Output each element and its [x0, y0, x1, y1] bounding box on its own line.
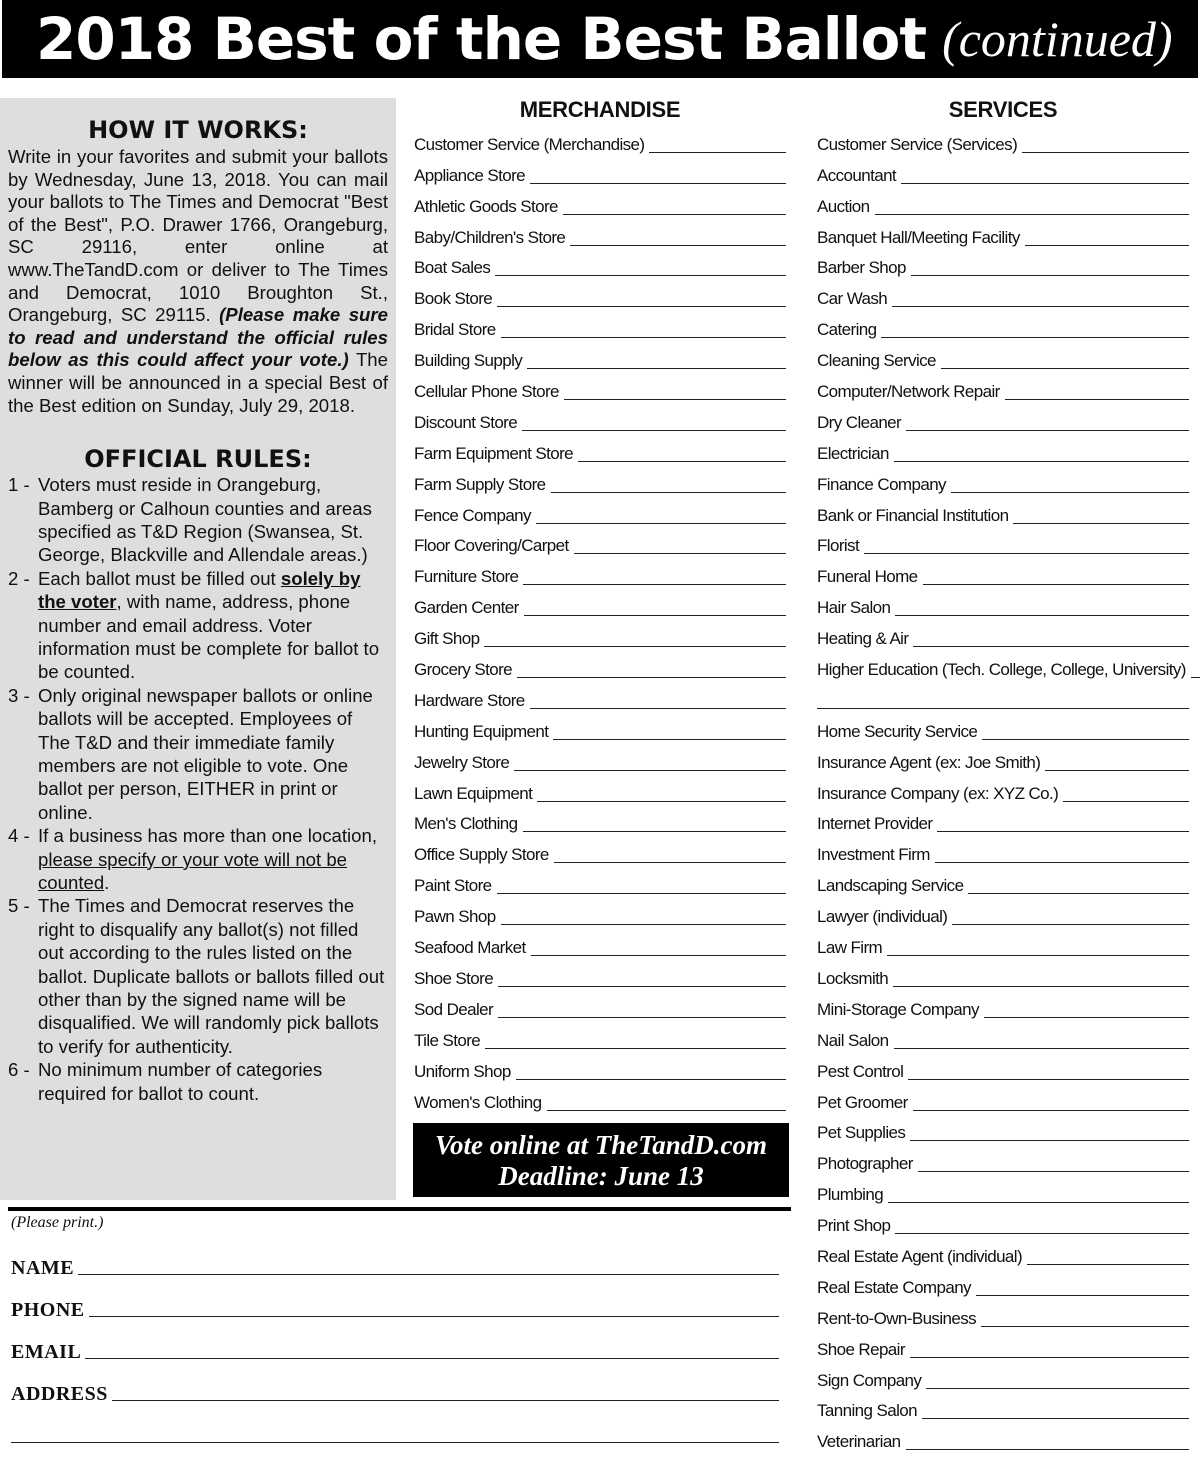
write-in-line[interactable]	[553, 739, 786, 740]
category-label: Customer Service (Services)	[817, 134, 1018, 154]
write-in-line[interactable]	[501, 924, 786, 925]
services-category-row	[817, 869, 1189, 900]
rule-item	[8, 684, 388, 824]
write-in-line[interactable]	[530, 708, 786, 709]
category-label: Shoe Store	[414, 968, 494, 988]
write-in-line[interactable]	[913, 646, 1189, 647]
vote-online-box	[413, 1123, 789, 1197]
write-in-line[interactable]	[530, 183, 786, 184]
category-label: Seafood Market	[414, 938, 526, 958]
category-label: Farm Supply Store	[414, 474, 546, 494]
rule-text	[38, 824, 388, 894]
write-in-line[interactable]	[498, 1017, 786, 1018]
write-in-line[interactable]	[893, 986, 1189, 987]
rule-item	[8, 824, 388, 894]
merchandise-category-row	[414, 221, 786, 252]
write-in-line[interactable]	[536, 523, 786, 524]
instructions-panel	[0, 98, 396, 1200]
write-in-line[interactable]	[906, 430, 1189, 431]
write-in-line[interactable]	[516, 1079, 786, 1080]
merchandise-category-row	[414, 1086, 786, 1117]
category-label: Customer Service (Merchandise)	[414, 134, 645, 154]
write-in-line[interactable]	[517, 677, 786, 678]
services-category-row	[817, 1086, 1189, 1117]
category-label: Hair Salon	[817, 598, 891, 618]
category-label: Farm Equipment Store	[414, 443, 574, 463]
services-category-row	[817, 437, 1189, 468]
write-in-line[interactable]	[875, 214, 1189, 215]
rule-item	[8, 894, 388, 1058]
write-in-line[interactable]	[894, 1048, 1190, 1049]
merchandise-category-row	[414, 838, 786, 869]
address-label: ADDRESS	[11, 1383, 108, 1405]
merchandise-category-row	[414, 993, 786, 1024]
write-in-line[interactable]	[1022, 152, 1189, 153]
official-rules-title: OFFICIAL RULES:	[84, 445, 312, 474]
category-label: Computer/Network Repair	[817, 382, 1000, 402]
category-label: Print Shop	[817, 1216, 891, 1236]
write-in-line[interactable]	[908, 1079, 1189, 1080]
category-label: Insurance Agent (ex: Joe Smith)	[817, 752, 1041, 772]
category-label: Law Firm	[817, 938, 883, 958]
category-label: Banquet Hall/Meeting Facility	[817, 227, 1020, 247]
rule-text-part: .	[104, 872, 110, 894]
services-category-row	[817, 1117, 1189, 1148]
services-category-row	[817, 190, 1189, 221]
services-category-row	[817, 344, 1189, 375]
category-label: Auction	[817, 196, 870, 216]
how-it-works-text-2: The winner will be announced in a special Best of the Best edition on Sunday, July 29, 2018.	[8, 349, 388, 416]
write-in-line[interactable]	[895, 615, 1189, 616]
services-category-row	[817, 591, 1189, 622]
write-in-line[interactable]	[537, 801, 786, 802]
write-in-line[interactable]	[901, 183, 1189, 184]
write-in-line[interactable]	[976, 1295, 1189, 1296]
write-in-line[interactable]	[570, 245, 786, 246]
services-category-row	[817, 1333, 1189, 1364]
write-in-line[interactable]	[894, 461, 1189, 462]
merchandise-category-row	[414, 653, 786, 684]
services-category-row	[817, 684, 1189, 715]
write-in-line[interactable]	[578, 461, 786, 462]
category-label: Bridal Store	[414, 320, 496, 340]
category-label: Real Estate Agent (individual)	[817, 1246, 1023, 1266]
category-label: Boat Sales	[414, 258, 491, 278]
email-input-line[interactable]	[85, 1358, 779, 1359]
write-in-line[interactable]	[531, 955, 786, 956]
services-category-row	[817, 1240, 1189, 1271]
category-label: Appliance Store	[414, 165, 526, 185]
how-it-works-title: HOW IT WORKS:	[88, 116, 308, 144]
merchandise-category-row	[414, 808, 786, 839]
services-category-row	[817, 282, 1189, 313]
merchandise-category-row	[414, 375, 786, 406]
category-label: Plumbing	[817, 1185, 884, 1205]
services-category-row	[817, 1425, 1189, 1456]
write-in-line[interactable]	[547, 1110, 786, 1111]
category-label: Florist	[817, 536, 860, 556]
rule-emphasis: solely by the voter	[38, 567, 361, 613]
services-category-row	[817, 1271, 1189, 1302]
services-category-row	[817, 1147, 1189, 1178]
email-label: EMAIL	[11, 1341, 82, 1363]
merchandise-category-row	[414, 746, 786, 777]
write-in-line[interactable]	[485, 1048, 786, 1049]
write-in-line[interactable]	[522, 430, 786, 431]
write-in-line[interactable]	[984, 1017, 1189, 1018]
write-in-line[interactable]	[911, 275, 1189, 276]
phone-field	[11, 1280, 779, 1322]
write-in-line[interactable]	[910, 1140, 1189, 1141]
services-category-row	[817, 221, 1189, 252]
category-label: Pet Groomer	[817, 1092, 908, 1112]
category-label: Cellular Phone Store	[414, 382, 559, 402]
category-label: Building Supply	[414, 351, 523, 371]
write-in-line[interactable]	[918, 1171, 1189, 1172]
category-label: Rent-to-Own-Business	[817, 1308, 977, 1328]
merchandise-category-row	[414, 468, 786, 499]
category-label: Veterinarian	[817, 1432, 901, 1452]
write-in-line[interactable]	[564, 399, 786, 400]
write-in-line[interactable]	[1191, 677, 1200, 678]
category-label: Furniture Store	[414, 567, 519, 587]
merchandise-category-row	[414, 344, 786, 375]
merchandise-category-row	[414, 715, 786, 746]
services-category-row	[817, 777, 1189, 808]
write-in-line[interactable]	[817, 708, 1189, 709]
services-category-row	[817, 993, 1189, 1024]
category-label: Investment Firm	[817, 845, 930, 865]
write-in-line[interactable]	[982, 739, 1189, 740]
category-label: Real Estate Company	[817, 1277, 971, 1297]
write-in-line[interactable]	[968, 893, 1189, 894]
merchandise-category-row	[414, 313, 786, 344]
category-label: Nail Salon	[817, 1030, 889, 1050]
write-in-line[interactable]	[527, 368, 786, 369]
rule-text: The Times and Democrat reserves the right to disqualify any ballot(s) not filled out according to the rules listed on the ballot. Duplicate ballots or ballots filled out other than by the signed name will be disqualified. We will randomly pick ballots to verify for authenticity.	[38, 895, 385, 1057]
services-category-row	[817, 746, 1189, 777]
category-label: Pest Control	[817, 1061, 904, 1081]
services-category-row	[817, 1209, 1189, 1240]
services-category-row	[817, 159, 1189, 190]
services-category-row	[817, 715, 1189, 746]
services-category-row	[817, 808, 1189, 839]
category-label: Sign Company	[817, 1370, 922, 1390]
merchandise-category-row	[414, 282, 786, 313]
rule-text-part: If a business has more than one location,	[38, 825, 378, 847]
rule-item	[8, 567, 388, 684]
category-label: Pet Supplies	[817, 1123, 906, 1143]
rule-text: Only original newspaper ballots or online ballots will be accepted. Employees of The T&D and their immediate family members are not eligible to vote. One ballot per person, EITHER in print or online.	[38, 684, 373, 823]
category-label: Finance Company	[817, 474, 946, 494]
write-in-line[interactable]	[935, 862, 1189, 863]
rule-number: 3 -	[8, 684, 30, 706]
category-label: Hunting Equipment	[414, 721, 549, 741]
category-label: Locksmith	[817, 968, 889, 988]
merchandise-category-row	[414, 406, 786, 437]
address-continued-line[interactable]	[11, 1442, 779, 1443]
services-category-row	[817, 1302, 1189, 1333]
category-label: Uniform Shop	[414, 1061, 511, 1081]
merchandise-category-row	[414, 684, 786, 715]
services-category-row	[817, 313, 1189, 344]
write-in-line[interactable]	[910, 1357, 1189, 1358]
services-category-row	[817, 1364, 1189, 1395]
rule-text	[38, 567, 388, 684]
category-label: Internet Provider	[817, 814, 933, 834]
category-label: Higher Education (Tech. College, College, University)	[817, 660, 1186, 680]
write-in-line[interactable]	[913, 1110, 1189, 1111]
write-in-line[interactable]	[523, 584, 786, 585]
merchandise-category-row	[414, 962, 786, 993]
voter-info-form	[11, 1214, 779, 1448]
page-title: 2018 Best of the Best Ballot	[36, 5, 927, 73]
services-category-row	[817, 1395, 1189, 1426]
write-in-line[interactable]	[1027, 1264, 1189, 1265]
write-in-line[interactable]	[906, 1449, 1189, 1450]
write-in-line[interactable]	[1025, 245, 1189, 246]
write-in-line[interactable]	[497, 306, 786, 307]
category-label: Office Supply Store	[414, 845, 549, 865]
rule-text-part: , with name, address, phone number and email address. Voter information must be complete for ballot to be counted.	[38, 591, 380, 683]
write-in-line[interactable]	[1045, 770, 1189, 771]
rule-number: 2 -	[8, 567, 30, 589]
category-label: Mini-Storage Company	[817, 999, 979, 1019]
category-label: Funeral Home	[817, 567, 918, 587]
category-label: Tanning Salon	[817, 1401, 917, 1421]
write-in-line[interactable]	[498, 986, 786, 987]
write-in-line[interactable]	[923, 584, 1189, 585]
category-label: Women's Clothing	[414, 1092, 542, 1112]
write-in-line[interactable]	[951, 492, 1189, 493]
ballot-header	[2, 0, 1198, 78]
rule-text-part: Each ballot must be filled out	[38, 567, 281, 589]
services-category-row	[817, 931, 1189, 962]
services-category-row	[817, 499, 1189, 530]
services-category-row	[817, 375, 1189, 406]
services-category-row	[817, 252, 1189, 283]
vote-online-text: Vote online at TheTandD.com	[434, 1130, 768, 1160]
rule-underlined: please specify or your vote will not be counted	[38, 848, 348, 894]
address-input-line[interactable]	[112, 1400, 779, 1401]
merchandise-category-row	[414, 900, 786, 931]
name-field	[11, 1238, 779, 1280]
write-in-line[interactable]	[937, 831, 1189, 832]
category-label: Heating & Air	[817, 629, 909, 649]
merchandise-title: MERCHANDISE	[519, 97, 681, 122]
write-in-line[interactable]	[952, 924, 1189, 925]
write-in-line[interactable]	[941, 368, 1189, 369]
merchandise-category-row	[414, 1024, 786, 1055]
services-category-row	[817, 468, 1189, 499]
merchandise-category-row	[414, 622, 786, 653]
write-in-line[interactable]	[922, 1418, 1189, 1419]
merchandise-category-row	[414, 499, 786, 530]
write-in-line[interactable]	[887, 955, 1189, 956]
merchandise-category-row	[414, 437, 786, 468]
services-category-row	[817, 406, 1189, 437]
write-in-line[interactable]	[514, 770, 786, 771]
write-in-line[interactable]	[926, 1388, 1189, 1389]
write-in-line[interactable]	[495, 275, 786, 276]
services-category-row	[817, 622, 1189, 653]
phone-label: PHONE	[11, 1299, 85, 1321]
email-field	[11, 1322, 779, 1364]
rule-text: No minimum number of categories required for ballot to count.	[38, 1059, 323, 1104]
category-label: Jewelry Store	[414, 752, 510, 772]
write-in-line[interactable]	[1005, 399, 1189, 400]
services-category-row	[817, 1178, 1189, 1209]
write-in-line[interactable]	[484, 646, 786, 647]
rules-list	[8, 473, 388, 1105]
write-in-line[interactable]	[888, 1202, 1189, 1203]
category-label: Electrician	[817, 443, 889, 463]
category-label: Baby/Children's Store	[414, 227, 566, 247]
write-in-line[interactable]	[524, 615, 786, 616]
merchandise-category-row	[414, 530, 786, 561]
name-label: NAME	[11, 1257, 75, 1279]
page-subtitle: (continued)	[942, 11, 1173, 67]
rule-item	[8, 473, 388, 567]
rule-number: 5 -	[8, 895, 30, 917]
write-in-line[interactable]	[497, 893, 786, 894]
services-category-row	[817, 1055, 1189, 1086]
category-label: Sod Dealer	[414, 999, 494, 1019]
category-label: Garden Center	[414, 598, 519, 618]
category-label: Paint Store	[414, 876, 492, 896]
category-label: Grocery Store	[414, 660, 513, 680]
services-category-row	[817, 838, 1189, 869]
merchandise-category-row	[414, 159, 786, 190]
write-in-line[interactable]	[892, 306, 1189, 307]
rule-item	[8, 1058, 388, 1105]
services-category-row	[817, 900, 1189, 931]
write-in-line[interactable]	[895, 1233, 1189, 1234]
category-label: Discount Store	[414, 412, 518, 432]
services-category-row	[817, 560, 1189, 591]
write-in-line[interactable]	[551, 492, 786, 493]
write-in-line[interactable]	[501, 337, 786, 338]
category-label: Car Wash	[817, 289, 888, 309]
merchandise-category-row	[414, 869, 786, 900]
deadline-text: Deadline: June 13	[498, 1161, 704, 1191]
category-label: Floor Covering/Carpet	[414, 536, 569, 556]
merchandise-column	[414, 96, 786, 1117]
category-label: Tile Store	[414, 1030, 481, 1050]
services-category-row	[817, 1024, 1189, 1055]
category-label: Dry Cleaner	[817, 412, 902, 432]
how-it-works-text	[8, 146, 388, 417]
category-label: Lawn Equipment	[414, 783, 533, 803]
category-label: Bank or Financial Institution	[817, 505, 1009, 525]
category-label: Accountant	[817, 165, 897, 185]
rule-number: 1 -	[8, 474, 30, 496]
category-label: Catering	[817, 320, 877, 340]
name-input-line[interactable]	[78, 1274, 779, 1275]
merchandise-category-row	[414, 560, 786, 591]
write-in-line[interactable]	[649, 152, 786, 153]
merchandise-category-row	[414, 1055, 786, 1086]
services-column	[817, 96, 1189, 1456]
write-in-line[interactable]	[881, 337, 1189, 338]
category-label: Barber Shop	[817, 258, 906, 278]
category-label: Landscaping Service	[817, 876, 964, 896]
write-in-line[interactable]	[523, 831, 786, 832]
services-category-row	[817, 128, 1189, 159]
write-in-line[interactable]	[554, 862, 786, 863]
phone-input-line[interactable]	[89, 1316, 779, 1317]
services-title: SERVICES	[948, 97, 1058, 122]
category-label: Photographer	[817, 1154, 913, 1174]
write-in-line[interactable]	[1013, 523, 1189, 524]
write-in-line[interactable]	[864, 553, 1189, 554]
merchandise-category-row	[414, 591, 786, 622]
rule-number: 4 -	[8, 825, 30, 847]
category-label: Hardware Store	[414, 690, 525, 710]
services-list	[817, 128, 1189, 1456]
category-label: Shoe Repair	[817, 1339, 905, 1359]
category-label: Pawn Shop	[414, 907, 496, 927]
category-label: Gift Shop	[414, 629, 480, 649]
rule-number: 6 -	[8, 1059, 30, 1081]
services-category-row	[817, 962, 1189, 993]
write-in-line[interactable]	[981, 1326, 1189, 1327]
category-label: Home Security Service	[817, 721, 978, 741]
category-label: Book Store	[414, 289, 493, 309]
how-it-works-emphasis: (Please make sure to read and understand the official rules below as this could affect your vote.)	[8, 304, 388, 371]
services-category-row	[817, 653, 1189, 684]
print-note: (Please print.)	[11, 1214, 104, 1231]
write-in-line[interactable]	[1063, 801, 1189, 802]
category-label: Athletic Goods Store	[414, 196, 558, 216]
merchandise-category-row	[414, 190, 786, 221]
how-it-works-text-1: Write in your favorites and submit your ballots by Wednesday, June 13, 2018. You can mail your ballots to The Times and Democrat "Best of the Best", P.O. Drawer 1766, Orangeburg, SC 29116, enter online at www.TheTandD.com or deliver to The Times and Democrat, 1010 Broughton St., Orangeburg, SC 29115.	[8, 146, 388, 326]
merchandise-list	[414, 128, 786, 1117]
category-label: Lawyer (individual)	[817, 907, 948, 927]
merchandise-category-row	[414, 777, 786, 808]
rule-text: Voters must reside in Orangeburg, Bamberg or Calhoun counties and areas specified as T&D Region (Swansea, St. George, Blackville and Allendale areas.)	[38, 474, 372, 566]
form-divider	[8, 1207, 791, 1211]
category-label: Cleaning Service	[817, 351, 936, 371]
services-category-row	[817, 530, 1189, 561]
write-in-line[interactable]	[563, 214, 786, 215]
address-continued-field	[11, 1406, 779, 1448]
merchandise-category-row	[414, 252, 786, 283]
merchandise-category-row	[414, 128, 786, 159]
category-label: Insurance Company (ex: XYZ Co.)	[817, 783, 1059, 803]
write-in-line[interactable]	[574, 553, 786, 554]
merchandise-category-row	[414, 931, 786, 962]
category-label: Men's Clothing	[414, 814, 518, 834]
address-field	[11, 1364, 779, 1406]
category-label: Fence Company	[414, 505, 531, 525]
